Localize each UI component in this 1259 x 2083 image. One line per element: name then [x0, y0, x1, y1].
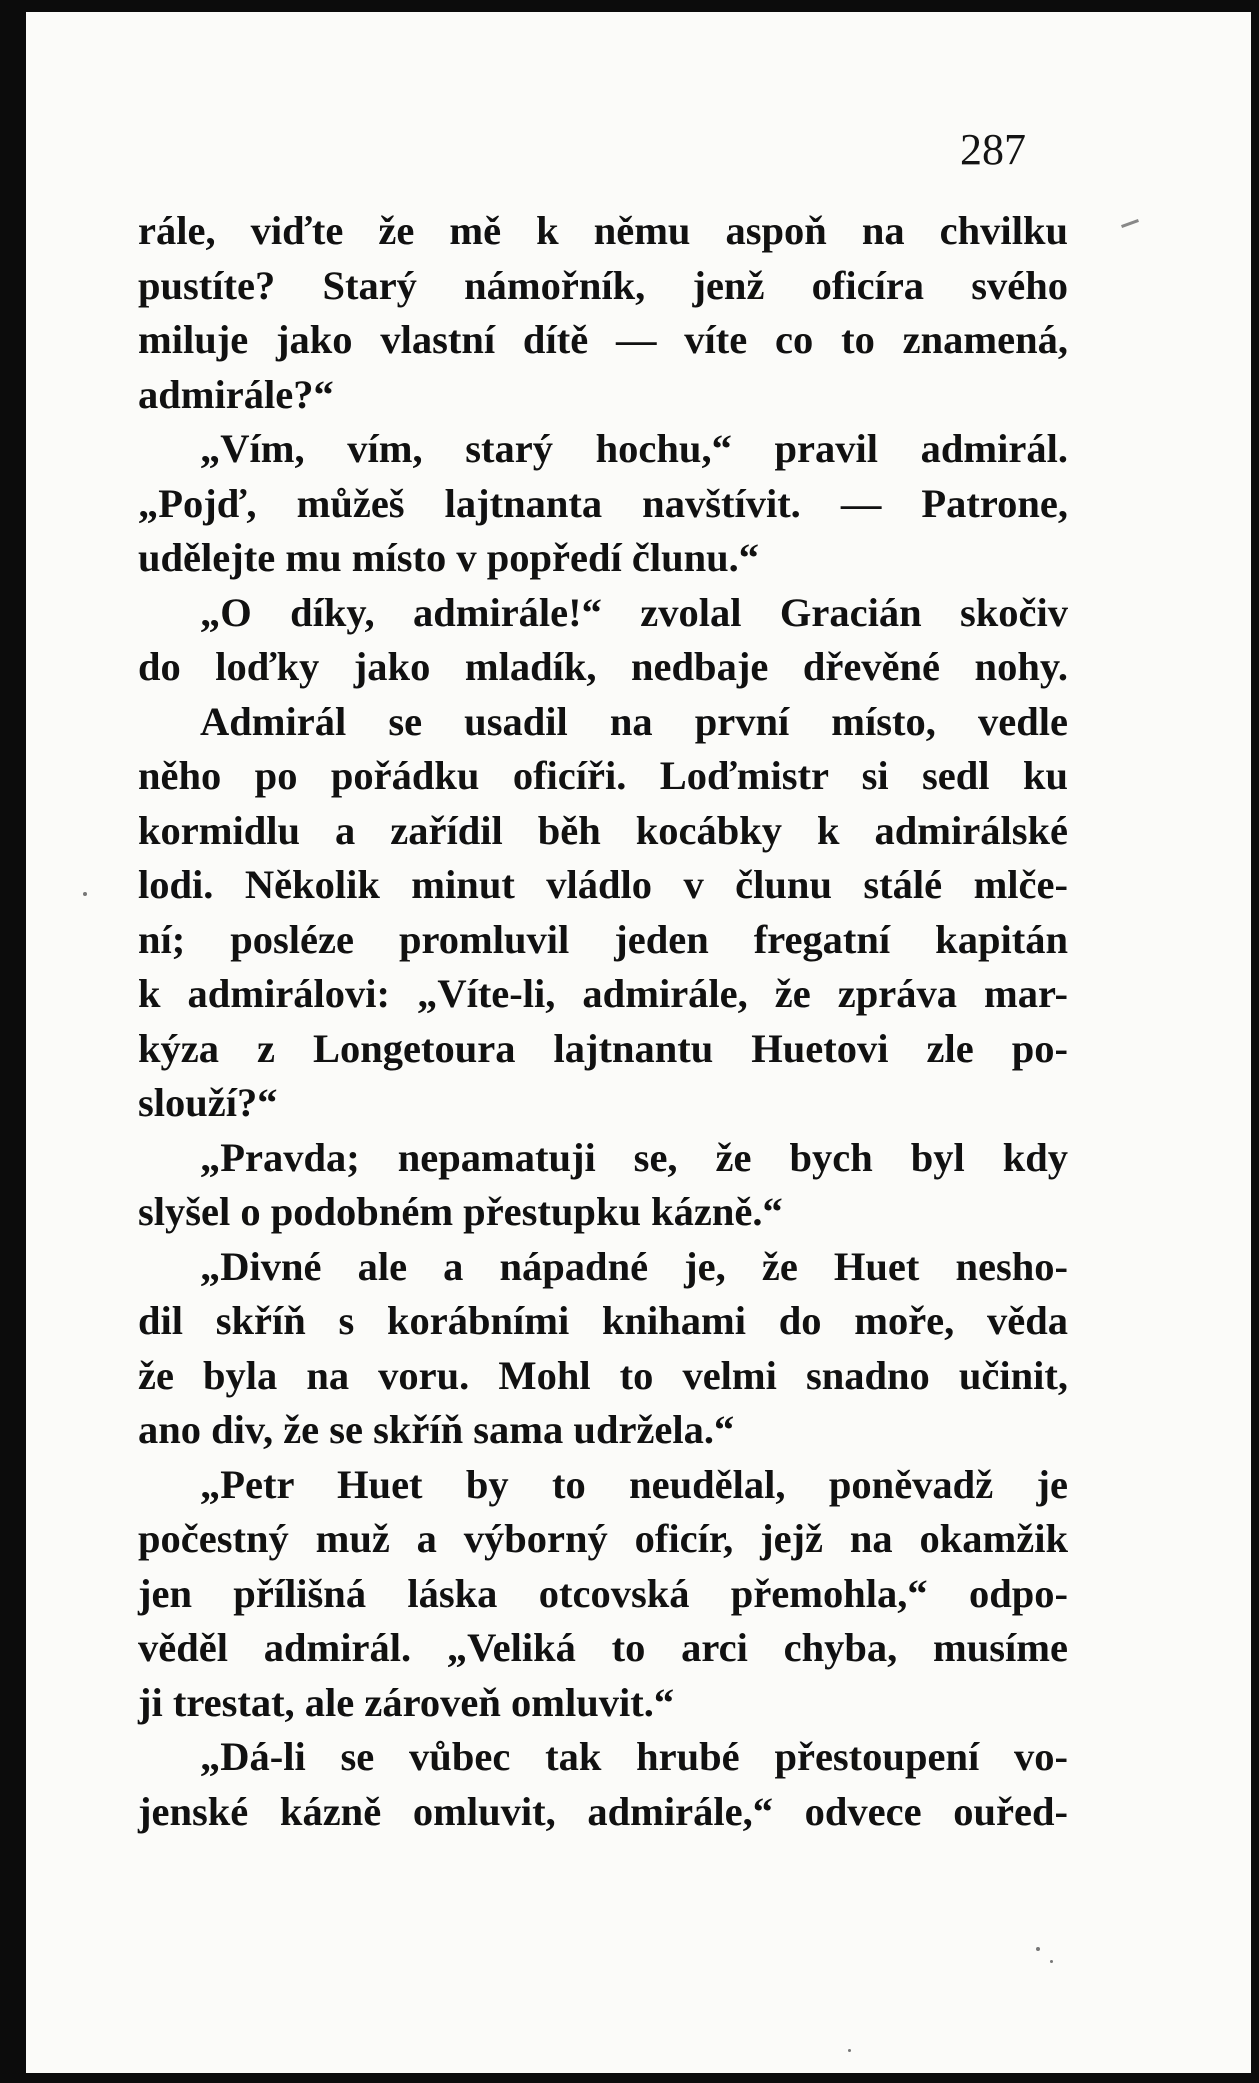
text-line: lodi. Několik minut vládlo v člunu stálé mlče-	[138, 862, 1068, 907]
text-line: ní; posléze promluvil jeden fregatní kapitán	[138, 916, 1068, 962]
text-line: slyšel o podobném přestupku kázně.“	[138, 1189, 783, 1234]
text-line: ji trestat, ale zároveň omluvit.“	[138, 1679, 675, 1725]
text-line: něho po pořádku oficíři. Loďmistr si sedl ku	[138, 753, 1068, 798]
text-line: „Pravda; nepamatuji se, že bych byl kdy	[200, 1134, 1068, 1180]
text-line: věděl admirál. „Veliká to arci chyba, musíme	[138, 1625, 1068, 1670]
text-line: jenské kázně omluvit, admirále,“ odvece ouřed-	[138, 1788, 1068, 1834]
page-number: 287	[960, 125, 1026, 174]
text-line: slouží?“	[138, 1080, 278, 1125]
ink-speck	[1036, 1947, 1040, 1951]
text-line: „O díky, admirále!“ zvolal Gracián skočiv	[200, 589, 1068, 635]
text-line: že byla na voru. Mohl to velmi snadno učinit,	[138, 1352, 1068, 1398]
ink-speck	[1050, 1960, 1053, 1963]
text-line: Admirál se usadil na první místo, vedle	[200, 698, 1068, 744]
text-line: dil skříň s korábními knihami do moře, věda	[138, 1298, 1068, 1343]
text-line: miluje jako vlastní dítě — víte co to znamená,	[138, 317, 1068, 362]
text-line: kýza z Longetoura lajtnantu Huetovi zle po-	[138, 1025, 1068, 1071]
text-line: rále, viďte že mě k němu aspoň na chvilku	[138, 208, 1068, 253]
body-text	[138, 204, 1068, 1839]
text-line: „Dá-li se vůbec tak hrubé přestoupení vo-	[200, 1734, 1068, 1779]
text-line: kormidlu a zařídil běh kocábky k admirálské	[138, 807, 1068, 853]
ink-speck	[83, 892, 87, 896]
text-line: k admirálovi: „Víte-li, admirále, že zpráva mar-	[138, 971, 1068, 1016]
text-line: ano div, že se skříň sama udržela.“	[138, 1407, 735, 1452]
ink-speck	[848, 2049, 851, 2052]
edge-mark	[1121, 219, 1139, 228]
book-page	[26, 12, 1251, 2073]
text-line: pustíte? Starý námořník, jenž oficíra svého	[138, 262, 1068, 308]
text-line: udělejte mu místo v popředí člunu.“	[138, 535, 760, 580]
text-line: admirále?“	[138, 371, 334, 417]
text-line: do loďky jako mladík, nedbaje dřevěné nohy.	[138, 644, 1068, 689]
text-line: počestný muž a výborný oficír, jejž na okamžik	[138, 1516, 1068, 1561]
text-line: „Vím, vím, starý hochu,“ pravil admirál.	[200, 426, 1068, 471]
text-line: „Pojď, můžeš lajtnanta navštívit. — Patrone,	[138, 480, 1068, 526]
text-line: „Divné ale a nápadné je, že Huet nesho-	[200, 1243, 1068, 1289]
text-line: jen přílišná láska otcovská přemohla,“ odpo-	[138, 1570, 1068, 1616]
text-line: „Petr Huet by to neudělal, poněvadž je	[200, 1461, 1068, 1507]
